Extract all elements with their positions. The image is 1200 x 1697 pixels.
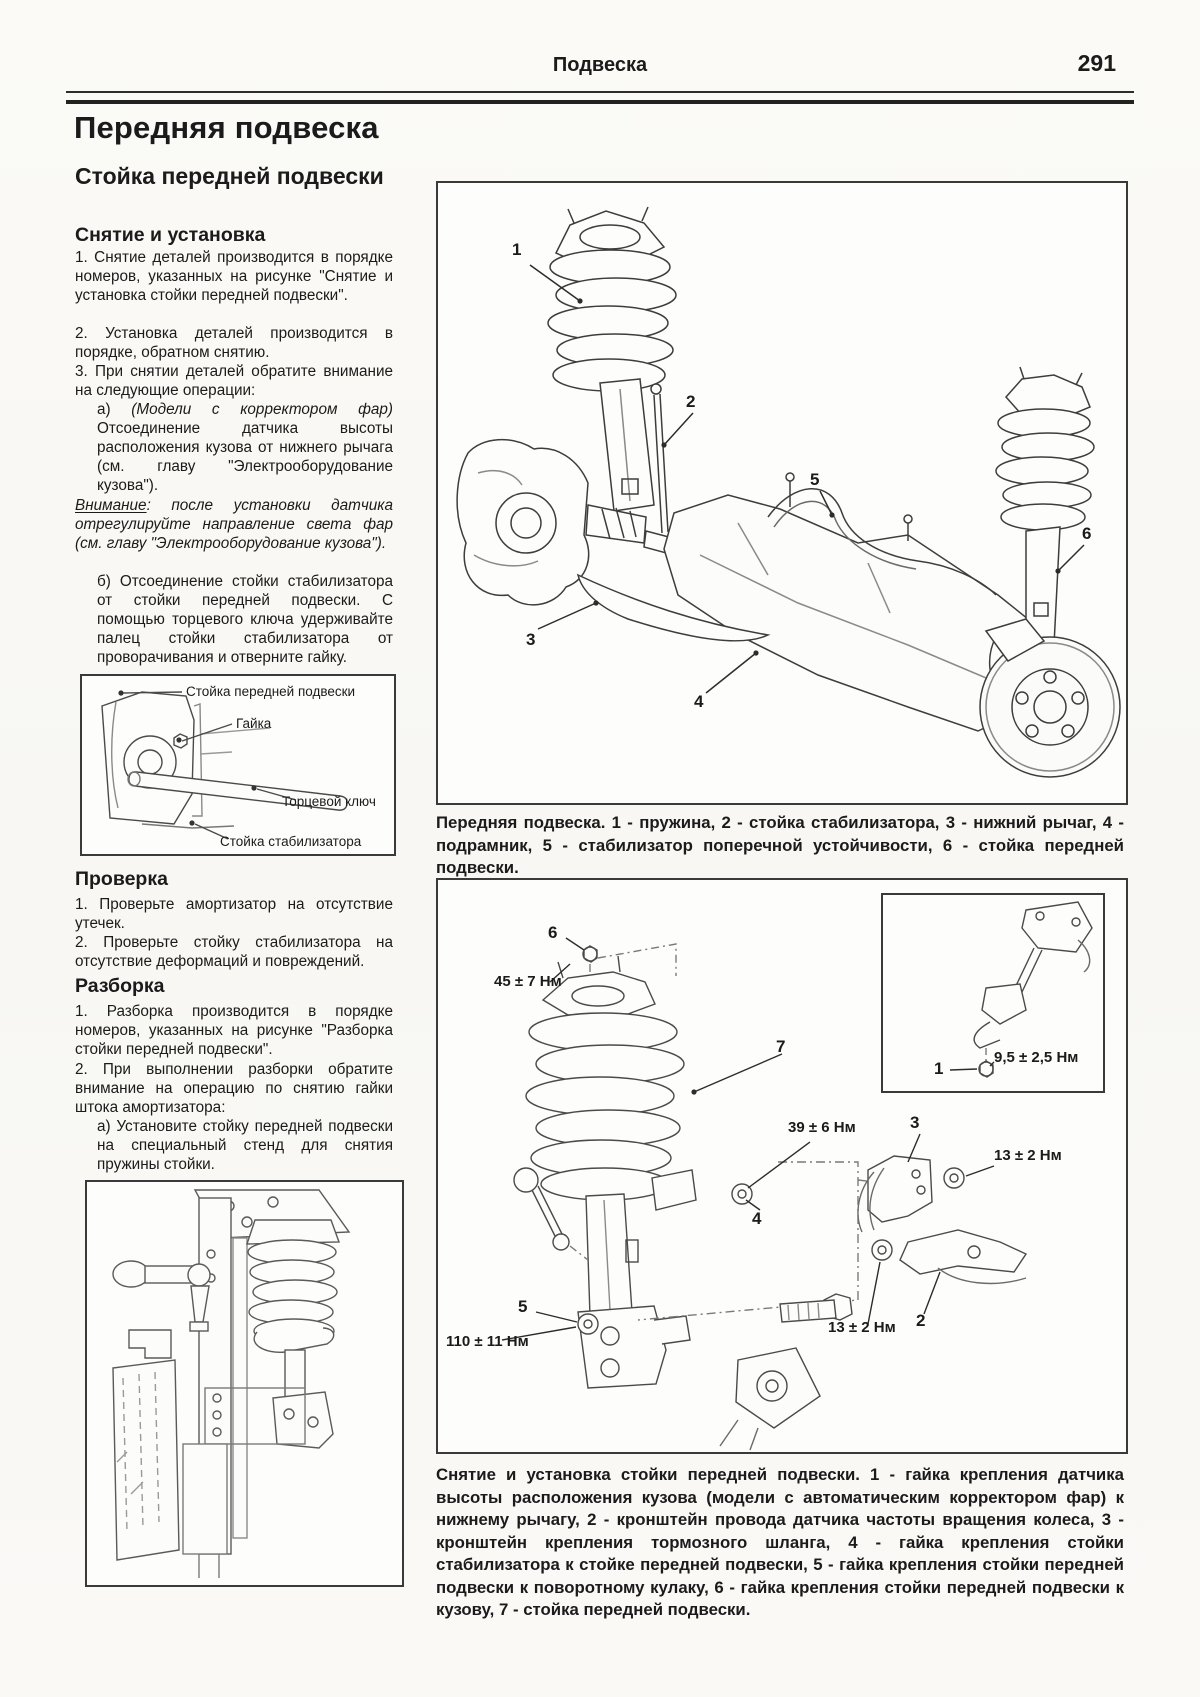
paragraph: 1. Снятие деталей производится в порядке номеров, указанных на рисунке "Снятие и установка стойки передней подвески". — [75, 249, 393, 304]
header-rule-thin — [66, 91, 1134, 93]
figure2-caption: Снятие и установка стойки передней подвески. 1 - гайка крепления датчика высоты расположения кузова (модели с автоматическим корректором фар) к нижнему рычагу, 2 - кронштейн провода датчика частоты вращения колеса, 3 - кронштейн крепления тормозного шланга, 4 - гайка крепления стойки стабилизатора к стойке передней подвески, 5 - гайка крепления стойки передней подвески к поворотному кулаку, 6 - гайка крепления стойки передней подвески к кузову, 7 - стойка передней подвески. — [436, 1465, 1124, 1619]
callout-3: 3 — [526, 630, 536, 649]
page-number: 291 — [1077, 50, 1116, 76]
strut-removal-drawing — [438, 880, 1126, 1452]
callout-2: 2 — [916, 1311, 926, 1330]
warning-text: : после установки датчика отрегулируйте направление света фар (см. главу "Электрооборудование кузова"). — [75, 497, 393, 552]
callout-1: 1 — [512, 240, 522, 259]
warning-paragraph — [75, 496, 393, 553]
torque-13nm-right: 13 ± 2 Нм — [994, 1147, 1062, 1164]
paragraph: 1. Разборка производится в порядке номеров, указанных на рисунке "Разборка стойки передней подвески". — [75, 1003, 393, 1058]
callout-2: 2 — [686, 392, 696, 411]
torque-45nm: 45 ± 7 Нм — [494, 973, 562, 990]
figure-spring-stand — [85, 1180, 404, 1587]
item-a-models-note: (Модели с корректором фар) — [131, 401, 393, 418]
paragraph: 1. Проверьте амортизатор на отсутствие утечек. — [75, 896, 393, 932]
callout-5: 5 — [518, 1297, 528, 1316]
callout-5: 5 — [810, 470, 820, 489]
figure-stabilizer-wrench — [80, 674, 396, 856]
paragraph-item-b — [75, 572, 393, 667]
figure1-caption: Передняя подвеска. 1 - пружина, 2 - стойка стабилизатора, 3 - нижний рычаг, 4 - подрамник, 5 - стабилизатор поперечной устойчивости, 6 - стойка передней подвески. — [436, 813, 1124, 877]
subheading-removal: Снятие и установка — [75, 224, 266, 246]
torque-9-5nm: 9,5 ± 2,5 Нм — [994, 1049, 1079, 1066]
callout-1: 1 — [934, 1059, 944, 1078]
page-title: Передняя подвеска — [74, 110, 379, 145]
page-header-title: Подвеска — [552, 54, 648, 76]
front-suspension-drawing — [438, 183, 1126, 803]
section-heading-strut: Стойка передней подвески — [75, 163, 384, 189]
torque-13nm-bottom: 13 ± 2 Нм — [828, 1319, 896, 1336]
paragraph: 3. При снятии деталей обратите внимание на следующие операции: — [75, 363, 393, 399]
figure-front-suspension — [436, 181, 1128, 805]
subheading-check: Проверка — [75, 868, 168, 890]
spring-stand-drawing — [87, 1182, 402, 1585]
callout-4: 4 — [694, 692, 704, 711]
torque-39nm: 39 ± 6 Нм — [788, 1119, 856, 1136]
item-a-prefix: а) — [97, 401, 132, 418]
item-a-text: Отсоединение датчика высоты расположения кузова от нижнего рычага (см. главу "Электрооборудование кузова"). — [97, 420, 393, 494]
paragraph: 2. Установка деталей производится в порядке, обратном снятию. — [75, 325, 393, 361]
label-front-strut: Стойка передней подвески — [186, 684, 356, 699]
item-b-text: б) Отсоединение стойки стабилизатора от стойки передней подвески. — [97, 573, 393, 609]
callout-6: 6 — [1082, 524, 1092, 543]
torque-110nm: 110 ± 11 Нм — [446, 1333, 529, 1350]
subheading-disassembly: Разборка — [75, 975, 165, 997]
callout-7: 7 — [776, 1037, 786, 1056]
label-stabilizer-link: Стойка стабилизатора — [220, 834, 362, 849]
callout-6: 6 — [548, 923, 558, 942]
callout-3: 3 — [910, 1113, 920, 1132]
item-b-text-2: С помощью торцевого ключа удерживайте палец стойки стабилизатора от проворачивания и отверните гайку. — [97, 592, 393, 666]
paragraph-item-a-disassembly: а) Установите стойку передней подвески на специальный стенд для снятия пружины стойки. — [97, 1118, 393, 1173]
label-socket-wrench: Торцевой ключ — [282, 794, 376, 809]
callout-4: 4 — [752, 1209, 762, 1228]
label-nut: Гайка — [236, 716, 272, 731]
paragraph: 2. При выполнении разборки обратите внимание на операцию по снятию гайки штока амортизатора: — [75, 1061, 393, 1116]
header-rule-thick — [66, 100, 1134, 104]
stabilizer-wrench-drawing — [82, 676, 394, 854]
figure-strut-removal — [436, 878, 1128, 1454]
warning-label: Внимание — [75, 497, 147, 514]
paragraph-item-a — [75, 400, 393, 495]
paragraph: 2. Проверьте стойку стабилизатора на отсутствие деформаций и повреждений. — [75, 934, 393, 970]
